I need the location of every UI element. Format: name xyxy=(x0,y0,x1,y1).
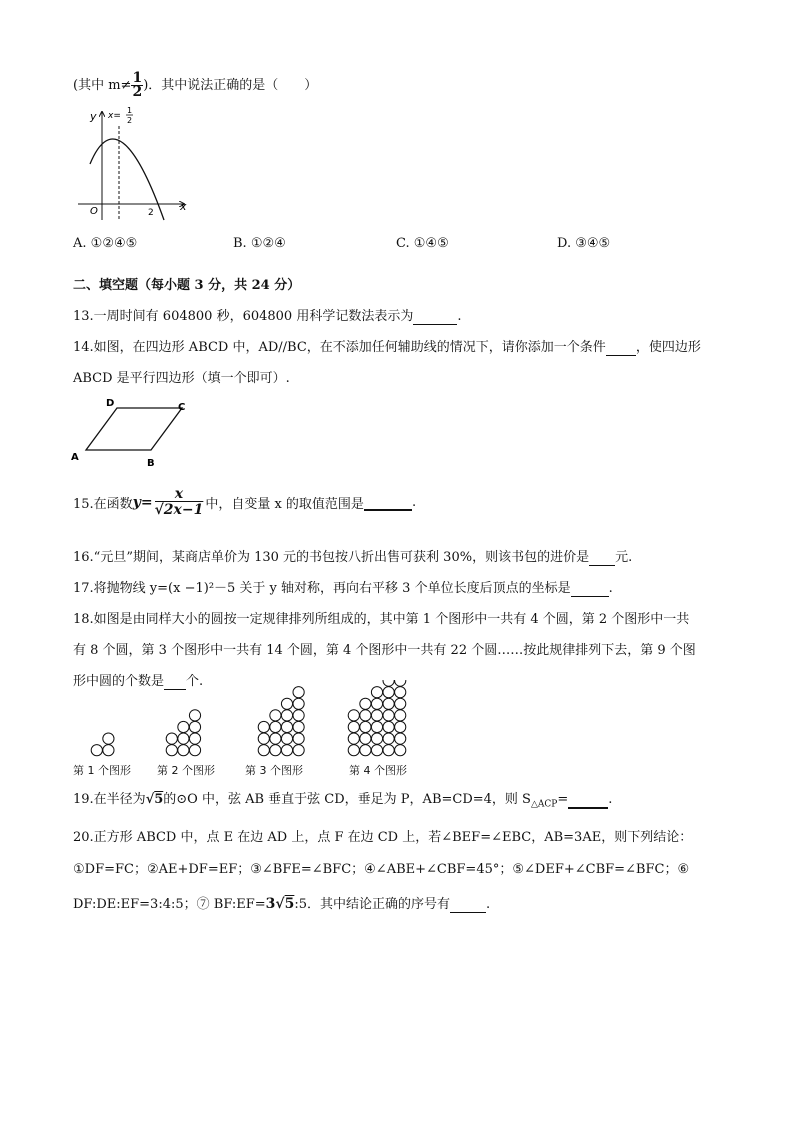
pattern-circle xyxy=(293,745,304,756)
q17-answer-blank[interactable] xyxy=(571,581,609,597)
parallelogram-abcd xyxy=(86,408,182,450)
pattern-circle xyxy=(293,733,304,744)
pattern-circle xyxy=(178,721,189,732)
q14-line1: 14.如图，在四边形 ABCD 中，AD//BC，在不添加任何辅助线的情况下，请你添加一个条件 ，使四边形 xyxy=(73,340,701,355)
pattern-circle xyxy=(258,733,269,744)
pattern-circle xyxy=(293,698,304,709)
q12-parabola-graph xyxy=(76,104,196,224)
pattern-circle xyxy=(383,733,394,744)
pattern-circle xyxy=(348,745,359,756)
q19: 19.在半径为√5的⊙O 中，弦 AB 垂直于弦 CD，垂足为 P，AB=CD=4，则 $S_{\triangle ACP}=$ . xyxy=(73,792,613,810)
pattern-circle xyxy=(281,698,292,709)
pattern-circle xyxy=(270,733,281,744)
symmetry-axis-label: x= xyxy=(108,111,121,121)
pattern-circle xyxy=(281,710,292,721)
x-axis-label: x xyxy=(180,200,187,213)
label-a: A xyxy=(71,452,79,463)
q20-line3: DF:DE:EF=3:4:5；⑦ BF:EF=3√5:5．其中结论正确的序号有 . xyxy=(73,896,491,912)
pattern-circle xyxy=(371,733,382,744)
pattern-circle xyxy=(371,710,382,721)
q12-frac-den: 2 xyxy=(132,84,143,100)
q14-parallelogram-figure xyxy=(66,394,196,470)
q20-answer-blank[interactable] xyxy=(450,897,486,913)
pattern-circle xyxy=(293,687,304,698)
symmetry-axis-num: 1 xyxy=(127,106,133,115)
pattern-circle xyxy=(270,745,281,756)
q15-fraction: $\frac{x}{√2x-1}$ xyxy=(154,486,204,518)
q12-suffix: )．其中说法正确的是（ ） xyxy=(143,78,318,93)
tick-2-label: 2 xyxy=(148,208,154,218)
pattern-circle xyxy=(360,721,371,732)
caption-fig-4: 第 4 个图形 xyxy=(349,764,407,777)
pattern-circle xyxy=(360,698,371,709)
pattern-circle xyxy=(395,710,406,721)
pattern-circle xyxy=(371,745,382,756)
q16: 16.“元旦”期间，某商店单价为 130 元的书包按八折出售可获利 30%，则该书包的进价是 元. xyxy=(73,550,633,565)
q18-line2: 有 8 个圆，第 3 个图形中一共有 14 个圆，第 4 个图形中一共有 22 个圆……按此规律排列下去，第 9 个图 xyxy=(73,643,696,658)
q12-option-a[interactable]: A. ①②④⑤ xyxy=(73,236,138,251)
pattern-circle xyxy=(395,721,406,732)
q20-radical: 3√5 xyxy=(265,896,295,912)
q15-answer-blank[interactable] xyxy=(364,494,412,511)
pattern-circle xyxy=(103,733,114,744)
caption-fig-1: 第 1 个图形 xyxy=(73,764,131,777)
q18-line1: 18.如图是由同样大小的圆按一定规律排列所组成的，其中第 1 个图形中一共有 4 个圆，第 2 个图形中一共 xyxy=(73,612,690,627)
pattern-circle xyxy=(189,745,200,756)
q19-answer-blank[interactable] xyxy=(568,792,608,809)
pattern-circle xyxy=(383,698,394,709)
q20-line2: ①DF=FC；②AE+DF=EF；③∠BFE=∠BFC；④∠ABE+∠CBF=45°；⑤∠DEF+∠CBF=∠BFC；⑥ xyxy=(73,862,690,877)
pattern-circle xyxy=(189,733,200,744)
pattern-circle xyxy=(178,745,189,756)
pattern-circle xyxy=(258,745,269,756)
q19-sqrt: √5 xyxy=(145,792,164,807)
pattern-circle xyxy=(293,710,304,721)
pattern-circle xyxy=(348,733,359,744)
q16-answer-blank[interactable] xyxy=(589,550,615,566)
q12-option-b[interactable]: B. ①②④ xyxy=(233,236,286,251)
pattern-circle xyxy=(383,721,394,732)
pattern-circle xyxy=(281,745,292,756)
pattern-circle xyxy=(348,710,359,721)
q14-line2: ABCD 是平行四边形（填一个即可）. xyxy=(73,371,290,386)
pattern-circle xyxy=(360,745,371,756)
pattern-circle xyxy=(383,687,394,698)
q13-answer-blank[interactable] xyxy=(413,309,457,325)
pattern-circle xyxy=(258,721,269,732)
section-title: 二、填空题（每小题 3 分，共 24 分） xyxy=(73,278,301,293)
symmetry-axis-den: 2 xyxy=(127,116,133,125)
q17: 17.将抛物线 y=(x −1)²－5 关于 y 轴对称，再向右平移 3 个单位长度后顶点的坐标是 . xyxy=(73,581,613,596)
y-axis-label: y xyxy=(90,110,97,123)
q13: 13.一周时间有 604800 秒，604800 用科学记数法表示为 . xyxy=(73,309,462,324)
pattern-circle xyxy=(395,680,406,686)
q15: 15.在函数y= $\frac{x}{√2x-1}$ 中，自变量 x 的取值范围是 . xyxy=(73,486,417,518)
pattern-circle xyxy=(293,721,304,732)
label-b: B xyxy=(147,458,155,469)
pattern-circle xyxy=(395,687,406,698)
q12-prefix: (其中 m≠ xyxy=(73,78,132,93)
caption-fig-2: 第 2 个图形 xyxy=(157,764,215,777)
pattern-circle xyxy=(189,721,200,732)
q14-answer-blank[interactable] xyxy=(606,340,636,356)
pattern-circle xyxy=(371,721,382,732)
q12-option-d[interactable]: D. ③④⑤ xyxy=(557,236,611,251)
pattern-circle xyxy=(166,745,177,756)
q20-line1: 20.正方形 ABCD 中，点 E 在边 AD 上，点 F 在边 CD 上，若∠BEF=∠EBC，AB=3AE，则下列结论： xyxy=(73,830,693,845)
pattern-circle xyxy=(103,745,114,756)
pattern-circle xyxy=(383,710,394,721)
origin-label: O xyxy=(90,206,98,217)
label-d: D xyxy=(106,398,115,409)
pattern-circle xyxy=(281,733,292,744)
caption-fig-3: 第 3 个图形 xyxy=(245,764,303,777)
pattern-circle xyxy=(270,710,281,721)
q12-fraction xyxy=(131,72,143,99)
label-c: C xyxy=(178,402,186,413)
pattern-circle xyxy=(395,733,406,744)
pattern-circle xyxy=(395,745,406,756)
q12-frac-num: 1 xyxy=(132,70,143,86)
pattern-circle xyxy=(371,698,382,709)
pattern-circle xyxy=(360,733,371,744)
pattern-circle xyxy=(395,698,406,709)
pattern-circle xyxy=(189,710,200,721)
pattern-circle xyxy=(178,733,189,744)
pattern-circle xyxy=(383,680,394,686)
pattern-circle xyxy=(371,687,382,698)
q12-condition-line xyxy=(73,72,317,99)
pattern-circle xyxy=(270,721,281,732)
pattern-circle xyxy=(91,745,102,756)
q18-circle-patterns xyxy=(0,680,794,762)
pattern-circle xyxy=(348,721,359,732)
q18-line3: 形中圆的个数是 个. xyxy=(73,674,204,689)
pattern-circle xyxy=(383,745,394,756)
q12-option-c[interactable]: C. ①④⑤ xyxy=(396,236,449,251)
pattern-circle xyxy=(281,721,292,732)
pattern-circle xyxy=(360,710,371,721)
pattern-circle xyxy=(166,733,177,744)
